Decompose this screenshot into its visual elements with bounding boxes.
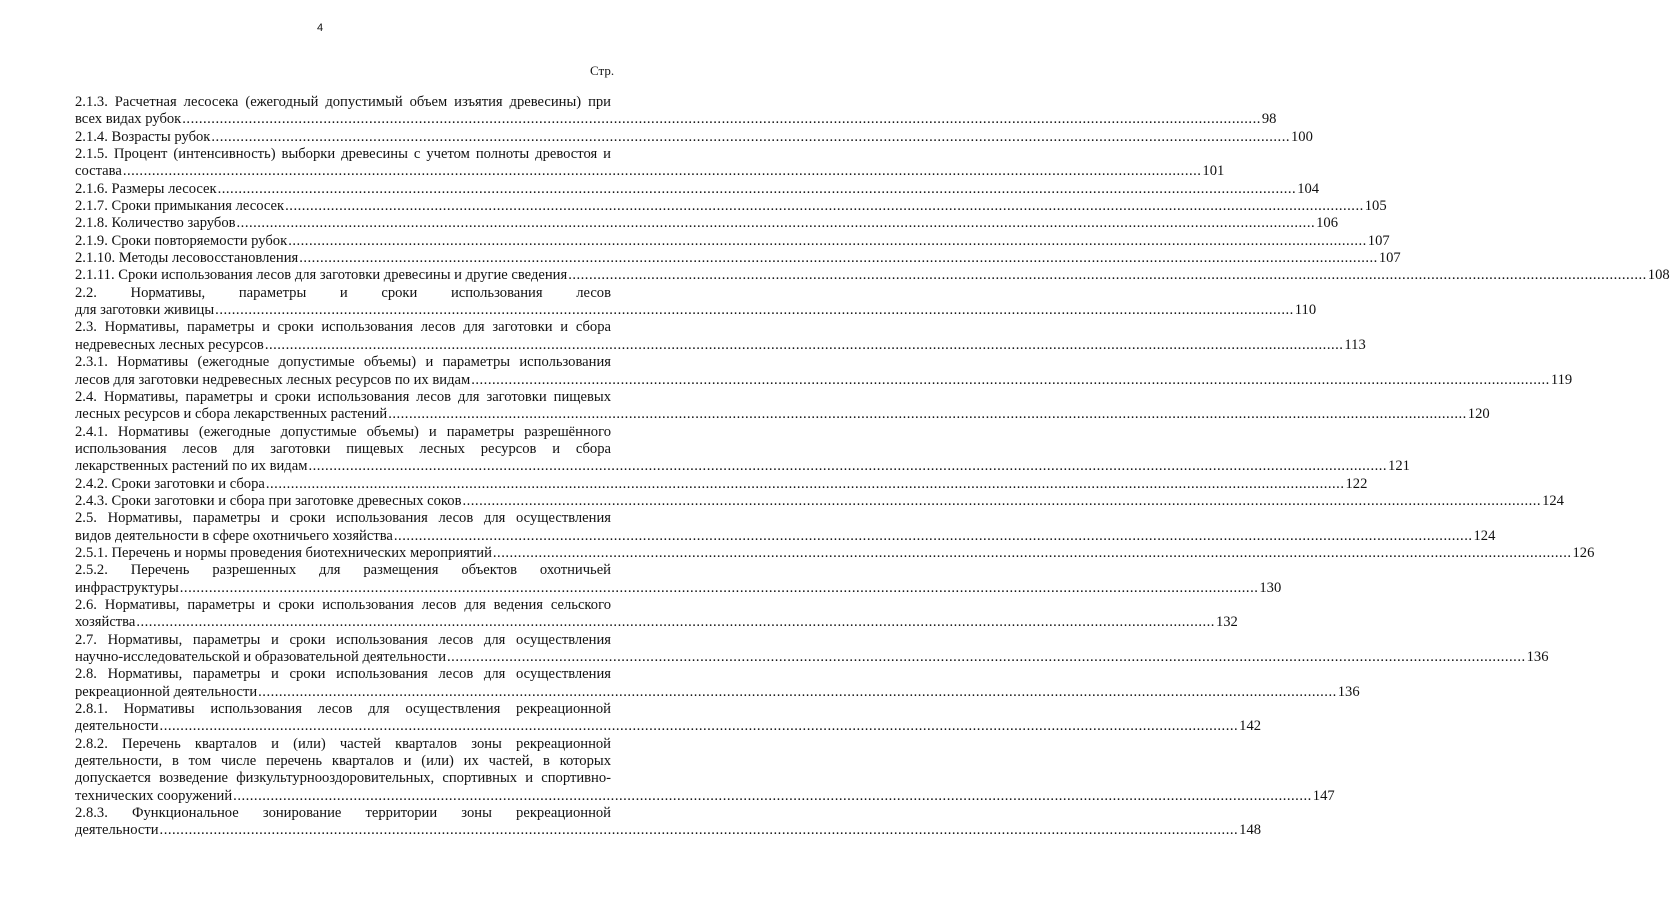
dot-leader: .................................................................................................................................................................................................................................................................... [265, 475, 1345, 492]
toc-entry-title: для заготовки живицы [75, 302, 215, 319]
toc-entry-title: недревесных лесных ресурсов [75, 336, 264, 353]
toc-page-number: 122 [1345, 475, 1368, 492]
dot-leader: .................................................................................................................................................................................................................................................................... [462, 492, 1542, 509]
dot-leader: .................................................................................................................................................................................................................................................................... [471, 371, 1550, 388]
toc-entry-title-line: 2.1.5. Процент (интенсивность) выборки древесины с учетом полноты древостоя и [75, 146, 611, 163]
toc-page-number: 121 [1388, 458, 1410, 475]
toc-entry[interactable] [75, 215, 1339, 232]
dot-leader: .................................................................................................................................................................................................................................................................... [447, 649, 1526, 665]
toc-entry-line [75, 232, 1390, 250]
toc-entry-title: 2.4.3. Сроки заготовки и сбора при заготовке древесных соков [75, 492, 462, 509]
dot-leader: .................................................................................................................................................................................................................................................................... [288, 232, 1367, 249]
toc-entry-line [75, 371, 1573, 389]
toc-entry-line [75, 198, 1387, 215]
toc-page-number: 105 [1364, 198, 1387, 215]
dot-leader: .................................................................................................................................................................................................................................................................... [217, 180, 1297, 197]
toc-entry-title: 2.1.10. Методы лесовосстановления [75, 250, 299, 267]
toc-entry[interactable] [75, 198, 1387, 215]
toc-entry-title-line: 2.6. Нормативы, параметры и сроки использования лесов для ведения сельского [75, 596, 611, 613]
toc-page-number: 108 [1647, 267, 1670, 284]
dot-leader: .................................................................................................................................................................................................................................................................... [285, 198, 1364, 215]
toc-entry-title-line: 2.1.3. Расчетная лесосека (ежегодный допустимый объем изъятия древесины) при [75, 94, 611, 110]
toc-entry[interactable] [75, 250, 1401, 267]
dot-leader: .................................................................................................................................................................................................................................................................... [233, 787, 1312, 804]
toc-entry-title: состава [75, 163, 122, 180]
toc-entry-line [75, 649, 1549, 666]
toc-entry-line [75, 215, 1339, 232]
toc-entry-title-line: использования лесов для заготовки пищевых лесных ресурсов и сбора [75, 440, 611, 457]
toc-entry-title: лекарственных растений по их видам [75, 458, 308, 475]
toc-entry-title: хозяйства [75, 614, 136, 631]
dot-leader: .................................................................................................................................................................................................................................................................... [388, 406, 1467, 423]
toc-entry-title: лесов для заготовки недревесных лесных ресурсов по их видам [75, 371, 471, 388]
toc-page-number: 106 [1316, 215, 1339, 232]
toc-entry[interactable] [75, 354, 1573, 389]
toc-page-number: 104 [1297, 180, 1320, 197]
toc-entry[interactable] [75, 232, 1390, 250]
toc-entry-line [75, 267, 1670, 284]
toc-entry-title: 2.1.11. Сроки использования лесов для заготовки древесины и другие сведения [75, 267, 568, 284]
toc-entry-title: 2.4.2. Сроки заготовки и сбора [75, 475, 265, 492]
toc-entry-title: 2.1.7. Сроки примыкания лесосек [75, 198, 285, 215]
toc-entry-line [75, 544, 1595, 562]
toc-entry-title: 2.1.9. Сроки повторяемости рубок [75, 232, 288, 249]
toc-entry-line [75, 336, 1366, 354]
toc-entry-title: рекреационной деятельности [75, 683, 258, 700]
toc-entry-title: деятельности [75, 822, 159, 839]
toc-entry-title-line: 2.8.1. Нормативы использования лесов для осуществления рекреационной [75, 701, 611, 718]
toc-entry[interactable] [75, 492, 1564, 510]
toc-entry-line [75, 180, 1320, 198]
toc-entry-title-line: 2.5.2. Перечень разрешенных для размещения объектов охотничьей [75, 562, 611, 579]
dot-leader: .................................................................................................................................................................................................................................................................... [299, 250, 1378, 267]
toc-entry[interactable] [75, 319, 1366, 354]
toc-entry-title: 2.1.8. Количество зарубов [75, 215, 236, 232]
toc-entry[interactable] [75, 510, 1496, 545]
toc-entry-line [75, 302, 1317, 319]
toc-entry[interactable] [75, 666, 1360, 701]
toc-page-number: 136 [1337, 683, 1360, 700]
toc-entry[interactable] [75, 388, 1490, 424]
toc-entry[interactable] [75, 423, 1410, 476]
table-of-contents [75, 94, 1670, 840]
toc-entry-title-line: 2.8.2. Перечень кварталов и (или) частей кварталов зоны рекреационной [75, 735, 611, 752]
toc-page-number: 120 [1467, 406, 1490, 423]
toc-entry[interactable] [75, 805, 1262, 840]
dot-leader: .................................................................................................................................................................................................................................................................... [179, 579, 1259, 596]
toc-entry[interactable] [75, 267, 1670, 284]
toc-page-number: 124 [1542, 492, 1564, 509]
toc-entry[interactable] [75, 146, 1225, 181]
toc-entry-title: лесных ресурсов и сбора лекарственных растений [75, 406, 388, 423]
toc-entry-title-line: 2.2. Нормативы, параметры и сроки использования лесов [75, 284, 611, 301]
dot-leader: .................................................................................................................................................................................................................................................................... [264, 336, 1344, 353]
toc-entry[interactable] [75, 475, 1368, 493]
toc-page-number: 101 [1202, 163, 1225, 180]
toc-entry-line [75, 787, 1335, 805]
toc-page-number: 148 [1239, 822, 1262, 839]
toc-page-number: 119 [1550, 371, 1573, 388]
toc-entry-line [75, 527, 1496, 545]
dot-leader: .................................................................................................................................................................................................................................................................... [122, 163, 1202, 180]
toc-page-number: 130 [1259, 579, 1282, 596]
toc-entry-title: 2.1.6. Размеры лесосек [75, 180, 217, 197]
toc-entry-line [75, 406, 1490, 423]
toc-entry-line [75, 822, 1262, 839]
dot-leader: .................................................................................................................................................................................................................................................................... [258, 683, 1337, 700]
toc-entry-line [75, 163, 1225, 180]
toc-page-number: 132 [1215, 614, 1238, 631]
page-number: 4 [316, 22, 324, 34]
toc-entry-line [75, 614, 1238, 631]
toc-page-number: 147 [1312, 787, 1335, 804]
toc-entry-line [75, 458, 1410, 475]
toc-entry-title: научно-исследовательской и образовательной деятельности [75, 649, 447, 665]
toc-entry-title-line: деятельности, в том числе перечень кварталов и (или) их частей, в которых [75, 753, 611, 770]
dot-leader: .................................................................................................................................................................................................................................................................... [136, 614, 1215, 631]
toc-entry-title-line: 2.8. Нормативы, параметры и сроки использования лесов для осуществления [75, 666, 611, 683]
toc-entry-line [75, 475, 1368, 493]
toc-entry[interactable] [75, 180, 1320, 198]
toc-page-number: 100 [1290, 128, 1313, 145]
toc-entry-title-line: 2.3. Нормативы, параметры и сроки использования лесов для заготовки и сбора [75, 319, 611, 336]
dot-leader: .................................................................................................................................................................................................................................................................... [182, 111, 1261, 128]
toc-entry[interactable] [75, 94, 1277, 129]
toc-entry-title-line: 2.7. Нормативы, параметры и сроки использования лесов для осуществления [75, 631, 611, 648]
dot-leader: .................................................................................................................................................................................................................................................................... [211, 128, 1290, 145]
toc-entry-line [75, 579, 1282, 597]
toc-page-number: 126 [1572, 544, 1595, 561]
toc-entry[interactable] [75, 701, 1262, 736]
toc-entry-line [75, 492, 1564, 510]
toc-entry-title-line: 2.4. Нормативы, параметры и сроки использования лесов для заготовки пищевых [75, 388, 611, 405]
toc-entry[interactable] [75, 128, 1313, 146]
dot-leader: .................................................................................................................................................................................................................................................................... [159, 822, 1239, 839]
toc-entry-line [75, 250, 1401, 267]
toc-entry-title: 2.5.1. Перечень и нормы проведения биотехнических мероприятий [75, 544, 492, 561]
toc-entry[interactable] [75, 562, 1282, 597]
toc-page-number: 107 [1367, 232, 1390, 249]
toc-entry[interactable] [75, 735, 1335, 805]
toc-page-number: 113 [1344, 336, 1366, 353]
toc-entry-title: технических сооружений [75, 787, 233, 804]
dot-leader: .................................................................................................................................................................................................................................................................... [393, 527, 1473, 544]
toc-page-number: 136 [1526, 649, 1549, 665]
toc-entry-title: видов деятельности в сфере охотничьего хозяйства [75, 527, 393, 544]
toc-entry-title-line: допускается возведение физкультурнооздоровительных, спортивных и спортивно- [75, 770, 611, 787]
toc-entry-title: инфраструктуры [75, 579, 179, 596]
dot-leader: .................................................................................................................................................................................................................................................................... [236, 215, 1316, 232]
toc-entry-title-line: 2.4.1. Нормативы (ежегодные допустимые объемы) и параметры разрешённого [75, 423, 611, 440]
toc-entry[interactable] [75, 284, 1317, 320]
toc-entry-title-line: 2.3.1. Нормативы (ежегодные допустимые объемы) и параметры использования [75, 354, 611, 371]
dot-leader: .................................................................................................................................................................................................................................................................... [568, 267, 1647, 284]
toc-entry[interactable] [75, 596, 1238, 632]
dot-leader: .................................................................................................................................................................................................................................................................... [308, 458, 1388, 475]
toc-entry-title: деятельности [75, 718, 159, 735]
toc-entry-title-line: 2.5. Нормативы, параметры и сроки использования лесов для осуществления [75, 510, 611, 527]
toc-entry-title: всех видах рубок [75, 111, 182, 128]
toc-page-number: 124 [1473, 527, 1496, 544]
toc-entry-title-line: 2.8.3. Функциональное зонирование территории зоны рекреационной [75, 805, 611, 822]
toc-page-number: 142 [1239, 718, 1262, 735]
dot-leader: .................................................................................................................................................................................................................................................................... [159, 718, 1239, 735]
toc-entry[interactable] [75, 544, 1595, 562]
toc-page-number: 98 [1261, 111, 1277, 128]
toc-entry-line [75, 683, 1360, 701]
toc-entry[interactable] [75, 631, 1549, 667]
toc-entry-line [75, 718, 1262, 735]
toc-page-number: 110 [1294, 302, 1317, 319]
dot-leader: .................................................................................................................................................................................................................................................................... [492, 544, 1572, 561]
page-column-header: Стр. [590, 63, 615, 78]
toc-entry-title: 2.1.4. Возрасты рубок [75, 128, 211, 145]
toc-page-number: 107 [1378, 250, 1401, 267]
toc-entry-line [75, 128, 1313, 146]
toc-entry-line [75, 111, 1277, 128]
dot-leader: .................................................................................................................................................................................................................................................................... [215, 302, 1294, 319]
